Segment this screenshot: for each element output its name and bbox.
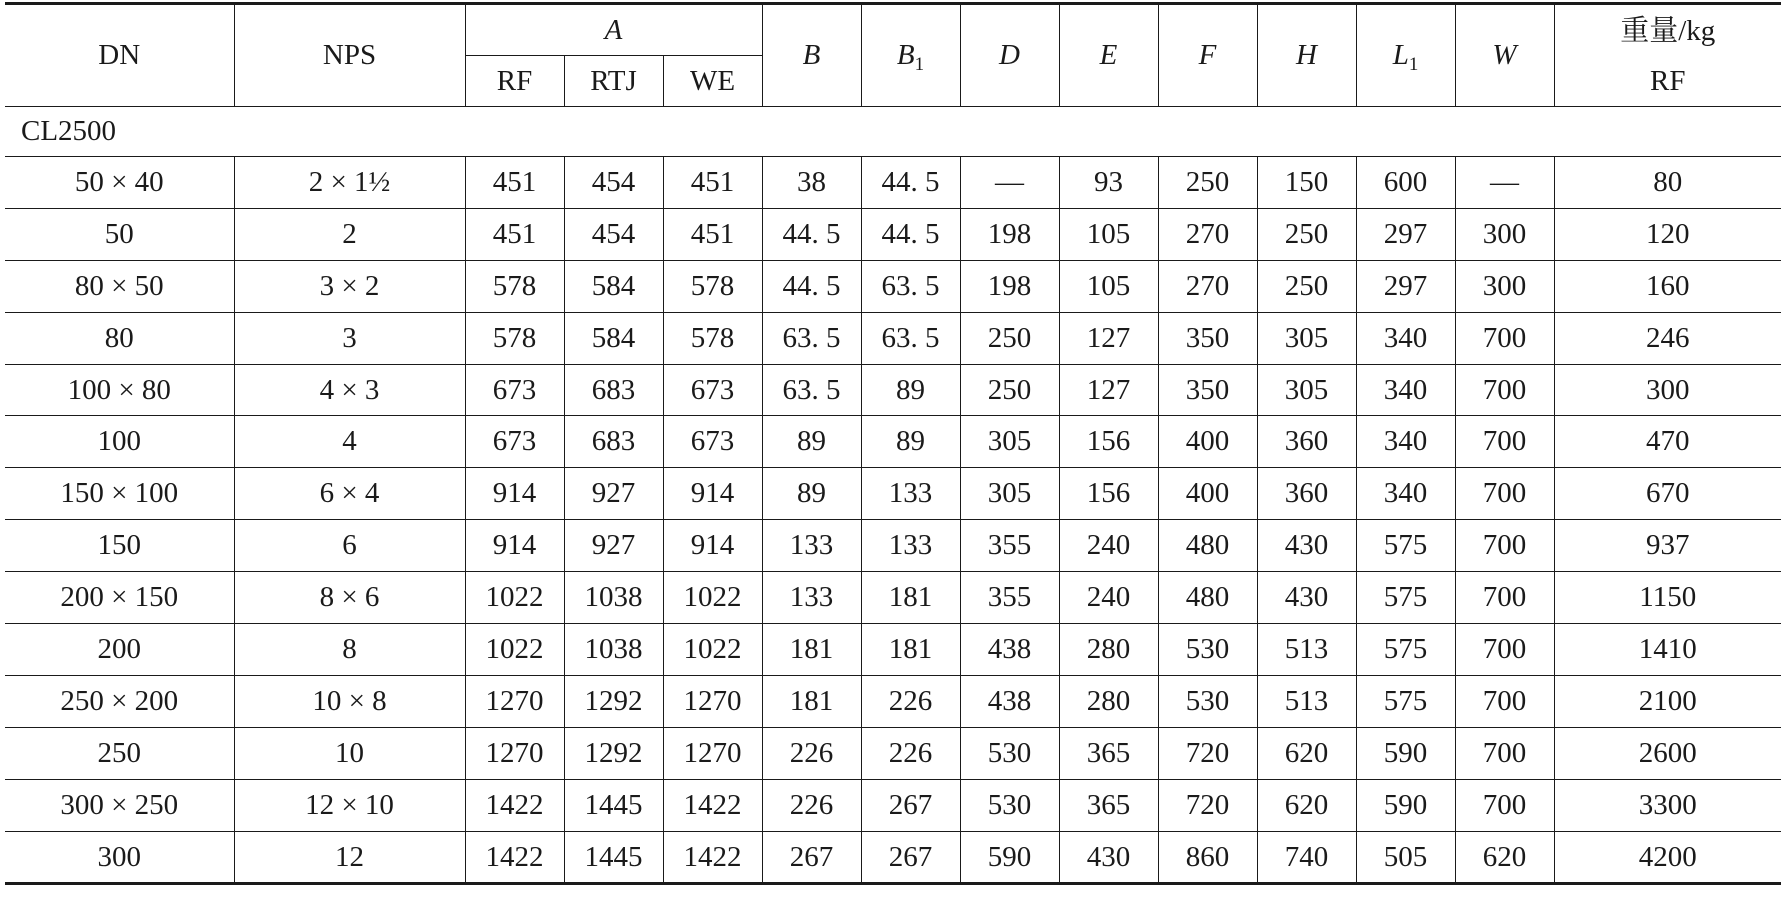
header-e: E — [1059, 4, 1158, 107]
table-cell: 1292 — [564, 675, 663, 727]
table-row — [5, 364, 1781, 416]
table-cell: 250 — [960, 312, 1059, 364]
table-cell: 600 — [1356, 157, 1455, 209]
table-cell: 8 — [234, 624, 465, 676]
table-cell: 578 — [465, 260, 564, 312]
table-cell: 89 — [762, 468, 861, 520]
table-cell: 1022 — [663, 572, 762, 624]
table-cell: 133 — [762, 572, 861, 624]
table-row — [5, 727, 1781, 779]
table-cell: 89 — [861, 416, 960, 468]
table-cell: 700 — [1455, 624, 1554, 676]
table-cell: 226 — [762, 779, 861, 831]
table-cell: 4200 — [1554, 831, 1781, 884]
table-cell: 355 — [960, 572, 1059, 624]
table-cell: 6 — [234, 520, 465, 572]
table-cell: 530 — [1158, 624, 1257, 676]
table-cell: 80 × 50 — [5, 260, 234, 312]
table-cell: 105 — [1059, 208, 1158, 260]
table-cell: 740 — [1257, 831, 1356, 884]
table-cell: 430 — [1257, 520, 1356, 572]
table-cell: 683 — [564, 416, 663, 468]
table-cell: 575 — [1356, 572, 1455, 624]
table-cell: 360 — [1257, 416, 1356, 468]
table-cell: 720 — [1158, 779, 1257, 831]
table-cell: 584 — [564, 312, 663, 364]
header-weight-label: 重量/kg — [1620, 14, 1716, 47]
table-cell: 10 — [234, 727, 465, 779]
table-cell: 670 — [1554, 468, 1781, 520]
table-row — [5, 312, 1781, 364]
table-cell: 250 — [1158, 157, 1257, 209]
table-cell: 513 — [1257, 675, 1356, 727]
table-cell: 700 — [1455, 364, 1554, 416]
table-cell: 700 — [1455, 416, 1554, 468]
table-cell: 860 — [1158, 831, 1257, 884]
table-cell: 340 — [1356, 312, 1455, 364]
table-cell: 673 — [465, 416, 564, 468]
table-cell: 100 × 80 — [5, 364, 234, 416]
table-cell: 438 — [960, 675, 1059, 727]
table-cell: 914 — [663, 468, 762, 520]
table-cell: 1038 — [564, 624, 663, 676]
header-a: A — [465, 4, 762, 56]
table-cell: 1422 — [663, 779, 762, 831]
table-cell: 1022 — [663, 624, 762, 676]
table-cell: 267 — [861, 779, 960, 831]
table-cell: 584 — [564, 260, 663, 312]
table-cell: 720 — [1158, 727, 1257, 779]
table-cell: 297 — [1356, 260, 1455, 312]
table-cell: 400 — [1158, 416, 1257, 468]
table-cell: 470 — [1554, 416, 1781, 468]
table-row — [5, 572, 1781, 624]
table-cell: 198 — [960, 208, 1059, 260]
table-cell: 578 — [465, 312, 564, 364]
table-cell: 578 — [663, 260, 762, 312]
table-cell: 1292 — [564, 727, 663, 779]
table-cell: 1445 — [564, 831, 663, 884]
table-cell: 590 — [960, 831, 1059, 884]
table-cell: 700 — [1455, 727, 1554, 779]
table-row — [5, 831, 1781, 884]
table-cell: 105 — [1059, 260, 1158, 312]
table-cell: 44. 5 — [762, 208, 861, 260]
table-cell: 120 — [1554, 208, 1781, 260]
table-cell: 927 — [564, 468, 663, 520]
table-cell: 673 — [465, 364, 564, 416]
table-cell: 198 — [960, 260, 1059, 312]
table-cell: 160 — [1554, 260, 1781, 312]
table-cell: 305 — [1257, 364, 1356, 416]
table-cell: 438 — [960, 624, 1059, 676]
table-cell: 3 × 2 — [234, 260, 465, 312]
table-cell: 240 — [1059, 572, 1158, 624]
table-cell: 3300 — [1554, 779, 1781, 831]
table-row — [5, 624, 1781, 676]
header-l1-subscript: 1 — [1408, 54, 1419, 75]
table-cell: 1270 — [663, 675, 762, 727]
table-cell: 590 — [1356, 727, 1455, 779]
header-weight — [1554, 4, 1781, 107]
table-cell: 937 — [1554, 520, 1781, 572]
table-cell: 226 — [762, 727, 861, 779]
table-cell: 250 × 200 — [5, 675, 234, 727]
table-cell: 181 — [762, 675, 861, 727]
header-b1-letter: B — [896, 39, 915, 71]
table-cell: 181 — [861, 572, 960, 624]
table-cell: 2600 — [1554, 727, 1781, 779]
table-cell: 4 × 3 — [234, 364, 465, 416]
table-cell: 226 — [861, 675, 960, 727]
table-cell: 250 — [1257, 208, 1356, 260]
table-cell: 250 — [1257, 260, 1356, 312]
table-cell: 2 × 1½ — [234, 157, 465, 209]
table-body — [5, 107, 1781, 884]
table-cell: 1422 — [663, 831, 762, 884]
table-cell: 340 — [1356, 364, 1455, 416]
table-cell: 914 — [663, 520, 762, 572]
table-cell: 350 — [1158, 312, 1257, 364]
table-cell: 700 — [1455, 675, 1554, 727]
table-header — [5, 4, 1781, 107]
table-cell: 280 — [1059, 624, 1158, 676]
table-row — [5, 157, 1781, 209]
table-row — [5, 468, 1781, 520]
header-d: D — [960, 4, 1059, 107]
table-cell: 1410 — [1554, 624, 1781, 676]
table-cell: 240 — [1059, 520, 1158, 572]
table-cell: 80 — [5, 312, 234, 364]
table-cell: 10 × 8 — [234, 675, 465, 727]
table-cell: 400 — [1158, 468, 1257, 520]
table-cell: 12 — [234, 831, 465, 884]
table-cell: 575 — [1356, 624, 1455, 676]
table-cell: 365 — [1059, 779, 1158, 831]
table-cell: — — [1455, 157, 1554, 209]
table-cell: 590 — [1356, 779, 1455, 831]
table-row — [5, 675, 1781, 727]
table-cell: 156 — [1059, 468, 1158, 520]
table-cell: 1270 — [465, 675, 564, 727]
table-cell: 280 — [1059, 675, 1158, 727]
table-cell: 267 — [762, 831, 861, 884]
table-cell: 200 × 150 — [5, 572, 234, 624]
table-cell: 4 — [234, 416, 465, 468]
table-cell: 1422 — [465, 831, 564, 884]
table-cell: 1422 — [465, 779, 564, 831]
table-cell: 451 — [663, 208, 762, 260]
table-row — [5, 520, 1781, 572]
table-cell: 12 × 10 — [234, 779, 465, 831]
table-cell: 530 — [960, 727, 1059, 779]
table-cell: 683 — [564, 364, 663, 416]
table-cell: 63. 5 — [861, 312, 960, 364]
header-l1-letter: L — [1392, 39, 1409, 71]
table-cell: 451 — [465, 157, 564, 209]
table-cell: 673 — [663, 416, 762, 468]
table-cell: 350 — [1158, 364, 1257, 416]
table-cell: 360 — [1257, 468, 1356, 520]
table-cell: 1022 — [465, 624, 564, 676]
table-cell: 305 — [960, 468, 1059, 520]
table-cell: 127 — [1059, 364, 1158, 416]
table-cell: 451 — [663, 157, 762, 209]
table-cell: 3 — [234, 312, 465, 364]
header-a-rtj: RTJ — [564, 56, 663, 107]
table-cell: 1270 — [465, 727, 564, 779]
table-cell: 454 — [564, 157, 663, 209]
table-cell: 2100 — [1554, 675, 1781, 727]
table-cell: 133 — [861, 520, 960, 572]
header-b1 — [861, 4, 960, 107]
table-cell: 89 — [861, 364, 960, 416]
table-cell: 250 — [5, 727, 234, 779]
header-b1-subscript: 1 — [914, 54, 925, 75]
table-cell: 480 — [1158, 572, 1257, 624]
table-cell: 305 — [1257, 312, 1356, 364]
table-cell: 505 — [1356, 831, 1455, 884]
table-cell: 127 — [1059, 312, 1158, 364]
table-cell: — — [960, 157, 1059, 209]
table-cell: 63. 5 — [762, 364, 861, 416]
table-cell: 133 — [762, 520, 861, 572]
table-cell: 673 — [663, 364, 762, 416]
table-cell: 700 — [1455, 520, 1554, 572]
table-cell: 181 — [762, 624, 861, 676]
table-cell: 150 × 100 — [5, 468, 234, 520]
header-l1 — [1356, 4, 1455, 107]
header-a-rf: RF — [465, 56, 564, 107]
table-cell: 270 — [1158, 208, 1257, 260]
table-cell: 1022 — [465, 572, 564, 624]
table-cell: 300 — [5, 831, 234, 884]
table-cell: 914 — [465, 468, 564, 520]
header-dn: DN — [5, 4, 234, 107]
header-h: H — [1257, 4, 1356, 107]
header-weight-sub: RF — [1650, 64, 1686, 97]
table-row — [5, 260, 1781, 312]
table-cell: 305 — [960, 416, 1059, 468]
table-cell: 575 — [1356, 675, 1455, 727]
table-cell: 575 — [1356, 520, 1455, 572]
table-cell: 1445 — [564, 779, 663, 831]
table-cell: 133 — [861, 468, 960, 520]
table-cell: 914 — [465, 520, 564, 572]
table-cell: 620 — [1257, 779, 1356, 831]
table-cell: 181 — [861, 624, 960, 676]
table-cell: 150 — [1257, 157, 1356, 209]
section-label: CL2500 — [5, 107, 1781, 157]
table-cell: 1150 — [1554, 572, 1781, 624]
table-cell: 927 — [564, 520, 663, 572]
table-cell: 365 — [1059, 727, 1158, 779]
table-cell: 100 — [5, 416, 234, 468]
table-cell: 700 — [1455, 468, 1554, 520]
table-cell: 1270 — [663, 727, 762, 779]
header-f: F — [1158, 4, 1257, 107]
header-nps: NPS — [234, 4, 465, 107]
table-cell: 620 — [1257, 727, 1356, 779]
table-cell: 300 — [1455, 260, 1554, 312]
table-cell: 340 — [1356, 468, 1455, 520]
table-cell: 270 — [1158, 260, 1257, 312]
table-row — [5, 779, 1781, 831]
table-cell: 297 — [1356, 208, 1455, 260]
table-row — [5, 416, 1781, 468]
table-cell: 50 × 40 — [5, 157, 234, 209]
table-cell: 1038 — [564, 572, 663, 624]
table-cell: 44. 5 — [762, 260, 861, 312]
table-cell: 156 — [1059, 416, 1158, 468]
table-cell: 300 — [1554, 364, 1781, 416]
table-cell: 200 — [5, 624, 234, 676]
table-cell: 530 — [1158, 675, 1257, 727]
table-cell: 700 — [1455, 779, 1554, 831]
table-cell: 63. 5 — [762, 312, 861, 364]
table-cell: 300 × 250 — [5, 779, 234, 831]
table-cell: 700 — [1455, 572, 1554, 624]
table-cell: 93 — [1059, 157, 1158, 209]
table-cell: 8 × 6 — [234, 572, 465, 624]
table-cell: 2 — [234, 208, 465, 260]
table-cell: 530 — [960, 779, 1059, 831]
table-cell: 246 — [1554, 312, 1781, 364]
table-cell: 700 — [1455, 312, 1554, 364]
table-cell: 44. 5 — [861, 208, 960, 260]
table-cell: 620 — [1455, 831, 1554, 884]
header-b: B — [762, 4, 861, 107]
table-cell: 38 — [762, 157, 861, 209]
table-cell: 226 — [861, 727, 960, 779]
table-cell: 430 — [1257, 572, 1356, 624]
table-cell: 578 — [663, 312, 762, 364]
table-cell: 150 — [5, 520, 234, 572]
table-cell: 6 × 4 — [234, 468, 465, 520]
table-cell: 513 — [1257, 624, 1356, 676]
table-cell: 63. 5 — [861, 260, 960, 312]
table-cell: 80 — [1554, 157, 1781, 209]
table-cell: 267 — [861, 831, 960, 884]
table-cell: 44. 5 — [861, 157, 960, 209]
table-cell: 451 — [465, 208, 564, 260]
table-cell: 89 — [762, 416, 861, 468]
table-cell: 355 — [960, 520, 1059, 572]
table-cell: 430 — [1059, 831, 1158, 884]
table-row — [5, 208, 1781, 260]
table-cell: 454 — [564, 208, 663, 260]
table-cell: 480 — [1158, 520, 1257, 572]
dimensions-table — [5, 2, 1781, 885]
header-a-we: WE — [663, 56, 762, 107]
table-cell: 340 — [1356, 416, 1455, 468]
header-w: W — [1455, 4, 1554, 107]
table-cell: 50 — [5, 208, 234, 260]
table-cell: 300 — [1455, 208, 1554, 260]
table-cell: 250 — [960, 364, 1059, 416]
